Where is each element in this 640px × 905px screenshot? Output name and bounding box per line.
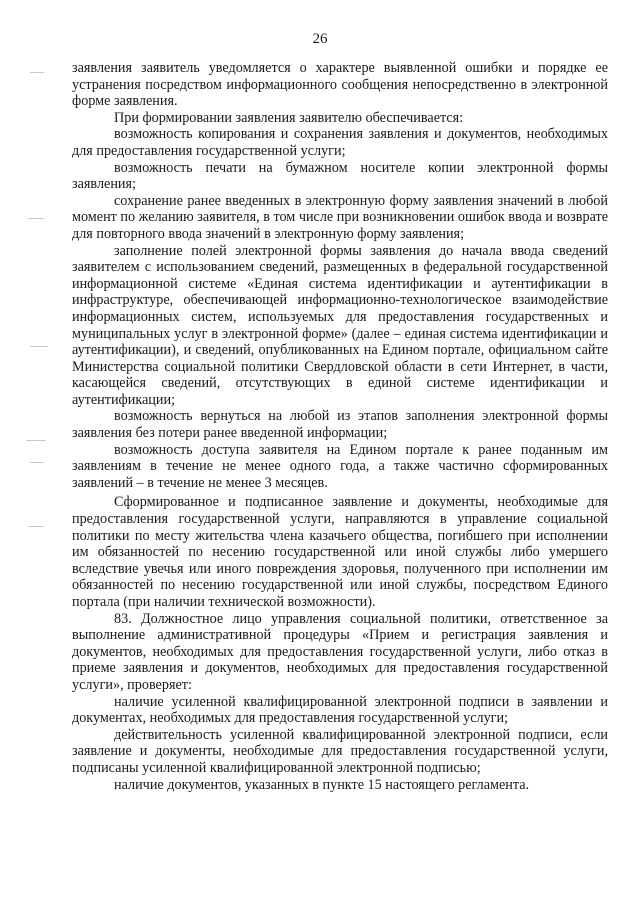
list-item-autofill: заполнение полей электронной формы заявления до начала ввода сведений заявителем с использованием сведений, размещенных в федеральной государственной информационной системе «Единая система идентификации и аутентификации в инфраструктуре, обеспечивающей информационно-технологическое взаимодействие информационных систем, используемых для предоставления государственных и муниципальных услуг в электронной форме» (далее – единая система идентификации и аутентификации), и сведений, опубликованных на Едином портале, официальном сайте Министерства социальной политики Свердловской области в сети Интернет, в части, касающейся сведений, отсутствующих в единой системе идентификации и аутентификации; — [72, 242, 608, 408]
margin-scan-mark — [30, 346, 48, 347]
margin-scan-mark — [30, 462, 44, 463]
list-item-signature-presence: наличие усиленной квалифицированной электронной подписи в заявлении и документах, необходимых для предоставления государственной услуги; — [72, 693, 608, 727]
margin-scan-mark — [26, 440, 46, 441]
paragraph-continuation: заявления заявитель уведомляется о характере выявленной ошибки и порядке ее устранения посредством информационного сообщения непосредственно в электронной форме заявления. — [72, 60, 608, 110]
paragraph-submission: Сформированное и подписанное заявление и документы, необходимые для предоставления государственной услуги, направляются в управление социальной политики по месту жительства члена казачьего общества, погибшего при исполнении им обязанностей по несению государственной или иной службы либо умершего вследствие увечья или иного повреждения здоровья, полученного при исполнении им обязанностей по несению государственной или иной службы, посредством Единого портала (при наличии технической возможности). — [72, 494, 608, 610]
page-number: 26 — [312, 31, 328, 47]
list-item-signature-validity: действительность усиленной квалифицированной электронной подписи, если заявление и документы, необходимые для предоставления государственной услуги, подписаны усиленной квалифицированной электронной подписью; — [72, 726, 608, 776]
list-item-access: возможность доступа заявителя на Едином портале к ранее поданным им заявлениям в течение не менее одного года, а также частично сформированных заявлений – в течение не менее 3 месяцев. — [72, 441, 608, 491]
list-item-return: возможность вернуться на любой из этапов заполнения электронной формы заявления без потери ранее введенной информации; — [72, 408, 608, 442]
margin-scan-mark — [28, 218, 44, 219]
list-item-documents: наличие документов, указанных в пункте 15 настоящего регламента. — [114, 776, 530, 793]
list-item-print: возможность печати на бумажном носителе копии электронной формы заявления; — [72, 159, 608, 193]
margin-scan-mark — [28, 526, 44, 527]
margin-scan-mark — [30, 72, 44, 73]
list-item-copy: возможность копирования и сохранения заявления и документов, необходимых для предоставления государственной услуги; — [72, 126, 608, 159]
paragraph-intro: При формировании заявления заявителю обеспечивается: — [114, 109, 464, 126]
list-item-save: сохранение ранее введенных в электронную форму заявления значений в любой момент по желанию заявителя, в том числе при возникновении ошибок ввода и возврате для повторного ввода значений в электронную форму заявления; — [72, 192, 608, 242]
document-body — [72, 60, 608, 793]
paragraph-clause-83: 83. Должностное лицо управления социальной политики, ответственное за выполнение административной процедуры «Прием и регистрация заявления и документов, необходимых для предоставления государственной услуги, либо отказ в приеме заявления и документов, необходимых для предоставления государственной услуги», проверяет: — [72, 610, 608, 693]
